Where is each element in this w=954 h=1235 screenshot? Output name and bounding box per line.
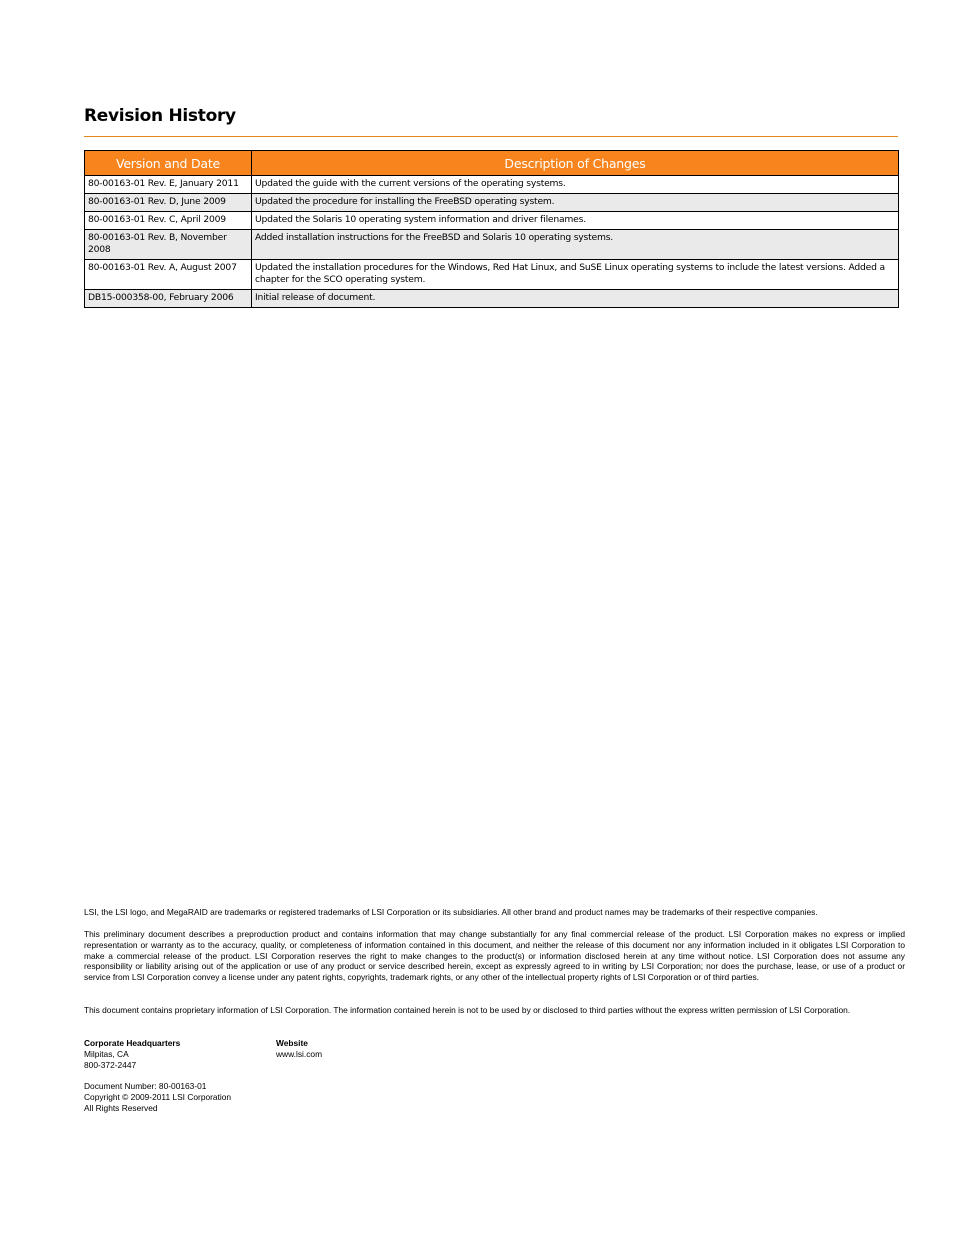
description-cell: Updated the guide with the current versions of the operating systems. [252, 176, 899, 194]
version-cell: 80-00163-01 Rev. B, November 2008 [85, 230, 252, 260]
hq-label: Corporate Headquarters [84, 1038, 181, 1048]
description-cell: Added installation instructions for the FreeBSD and Solaris 10 operating systems. [252, 230, 899, 260]
website-url: www.lsi.com [276, 1048, 323, 1059]
description-cell: Initial release of document. [252, 290, 899, 308]
document-info [84, 1081, 231, 1113]
description-cell: Updated the installation procedures for the Windows, Red Hat Linux, and SuSE Linux operating systems to include the latest versions. Added a chapter for the SCO operating system. [252, 260, 899, 290]
title-rule [84, 136, 898, 137]
table-header-row [85, 151, 899, 176]
table-row [85, 194, 899, 212]
website-block [276, 1038, 322, 1060]
description-cell: Updated the Solaris 10 operating system information and driver filenames. [252, 212, 899, 230]
version-cell: DB15-000358-00, February 2006 [85, 290, 252, 308]
hq-phone: 800-372-2447 [84, 1059, 137, 1070]
disclaimer-notice: This preliminary document describes a preproduction product and contains information that may change substantially for any final commercial release of the product. LSI Corporation makes no express or implied representation or warranty as to the accuracy, quality, or completeness of information contained in this document, and neither the release of this document nor any information included in it obligates LSI Corporation to make a commercial release of the product. LSI Corporation reserves the right to make changes to the product(s) or information disclosed herein at any time without notice. LSI Corporation does not assume any responsibility or liability arising out of the application or use of any product or service described herein, except as expressly agreed to in writing by LSI Corporation; nor does the purchase, lease, or use of a product or service from LSI Corporation convey a license under any patent rights, copyrights, trademark rights, or any other of the intellectual property rights of LSI Corporation or of third parties. [84, 929, 905, 983]
table-row [85, 290, 899, 308]
hq-city: Milpitas, CA [84, 1048, 129, 1059]
proprietary-notice: This document contains proprietary information of LSI Corporation. The information contained herein is not to be used by or disclosed to third parties without the express written permission of LSI Corporation. [84, 1005, 851, 1015]
version-cell: 80-00163-01 Rev. C, April 2009 [85, 212, 252, 230]
document-number: Document Number: 80-00163-01 [84, 1081, 207, 1091]
version-cell: 80-00163-01 Rev. A, August 2007 [85, 260, 252, 290]
version-cell: 80-00163-01 Rev. D, June 2009 [85, 194, 252, 212]
trademark-notice: LSI, the LSI logo, and MegaRAID are trademarks or registered trademarks of LSI Corporation or its subsidiaries. All other brand and product names may be trademarks of their respective companies. [84, 907, 818, 917]
copyright-line: Copyright © 2009-2011 LSI Corporation [84, 1091, 232, 1102]
table-row [85, 176, 899, 194]
table-row [85, 260, 899, 290]
corporate-headquarters [84, 1038, 180, 1070]
revision-table [84, 150, 899, 308]
table-row [85, 212, 899, 230]
rights-line: All Rights Reserved [84, 1102, 158, 1113]
table-row [85, 230, 899, 260]
version-cell: 80-00163-01 Rev. E, January 2011 [85, 176, 252, 194]
page-title: Revision History [84, 106, 236, 126]
website-label: Website [276, 1038, 308, 1048]
column-header-description: Description of Changes [252, 151, 899, 176]
column-header-version: Version and Date [85, 151, 252, 176]
description-cell: Updated the procedure for installing the FreeBSD operating system. [252, 194, 899, 212]
